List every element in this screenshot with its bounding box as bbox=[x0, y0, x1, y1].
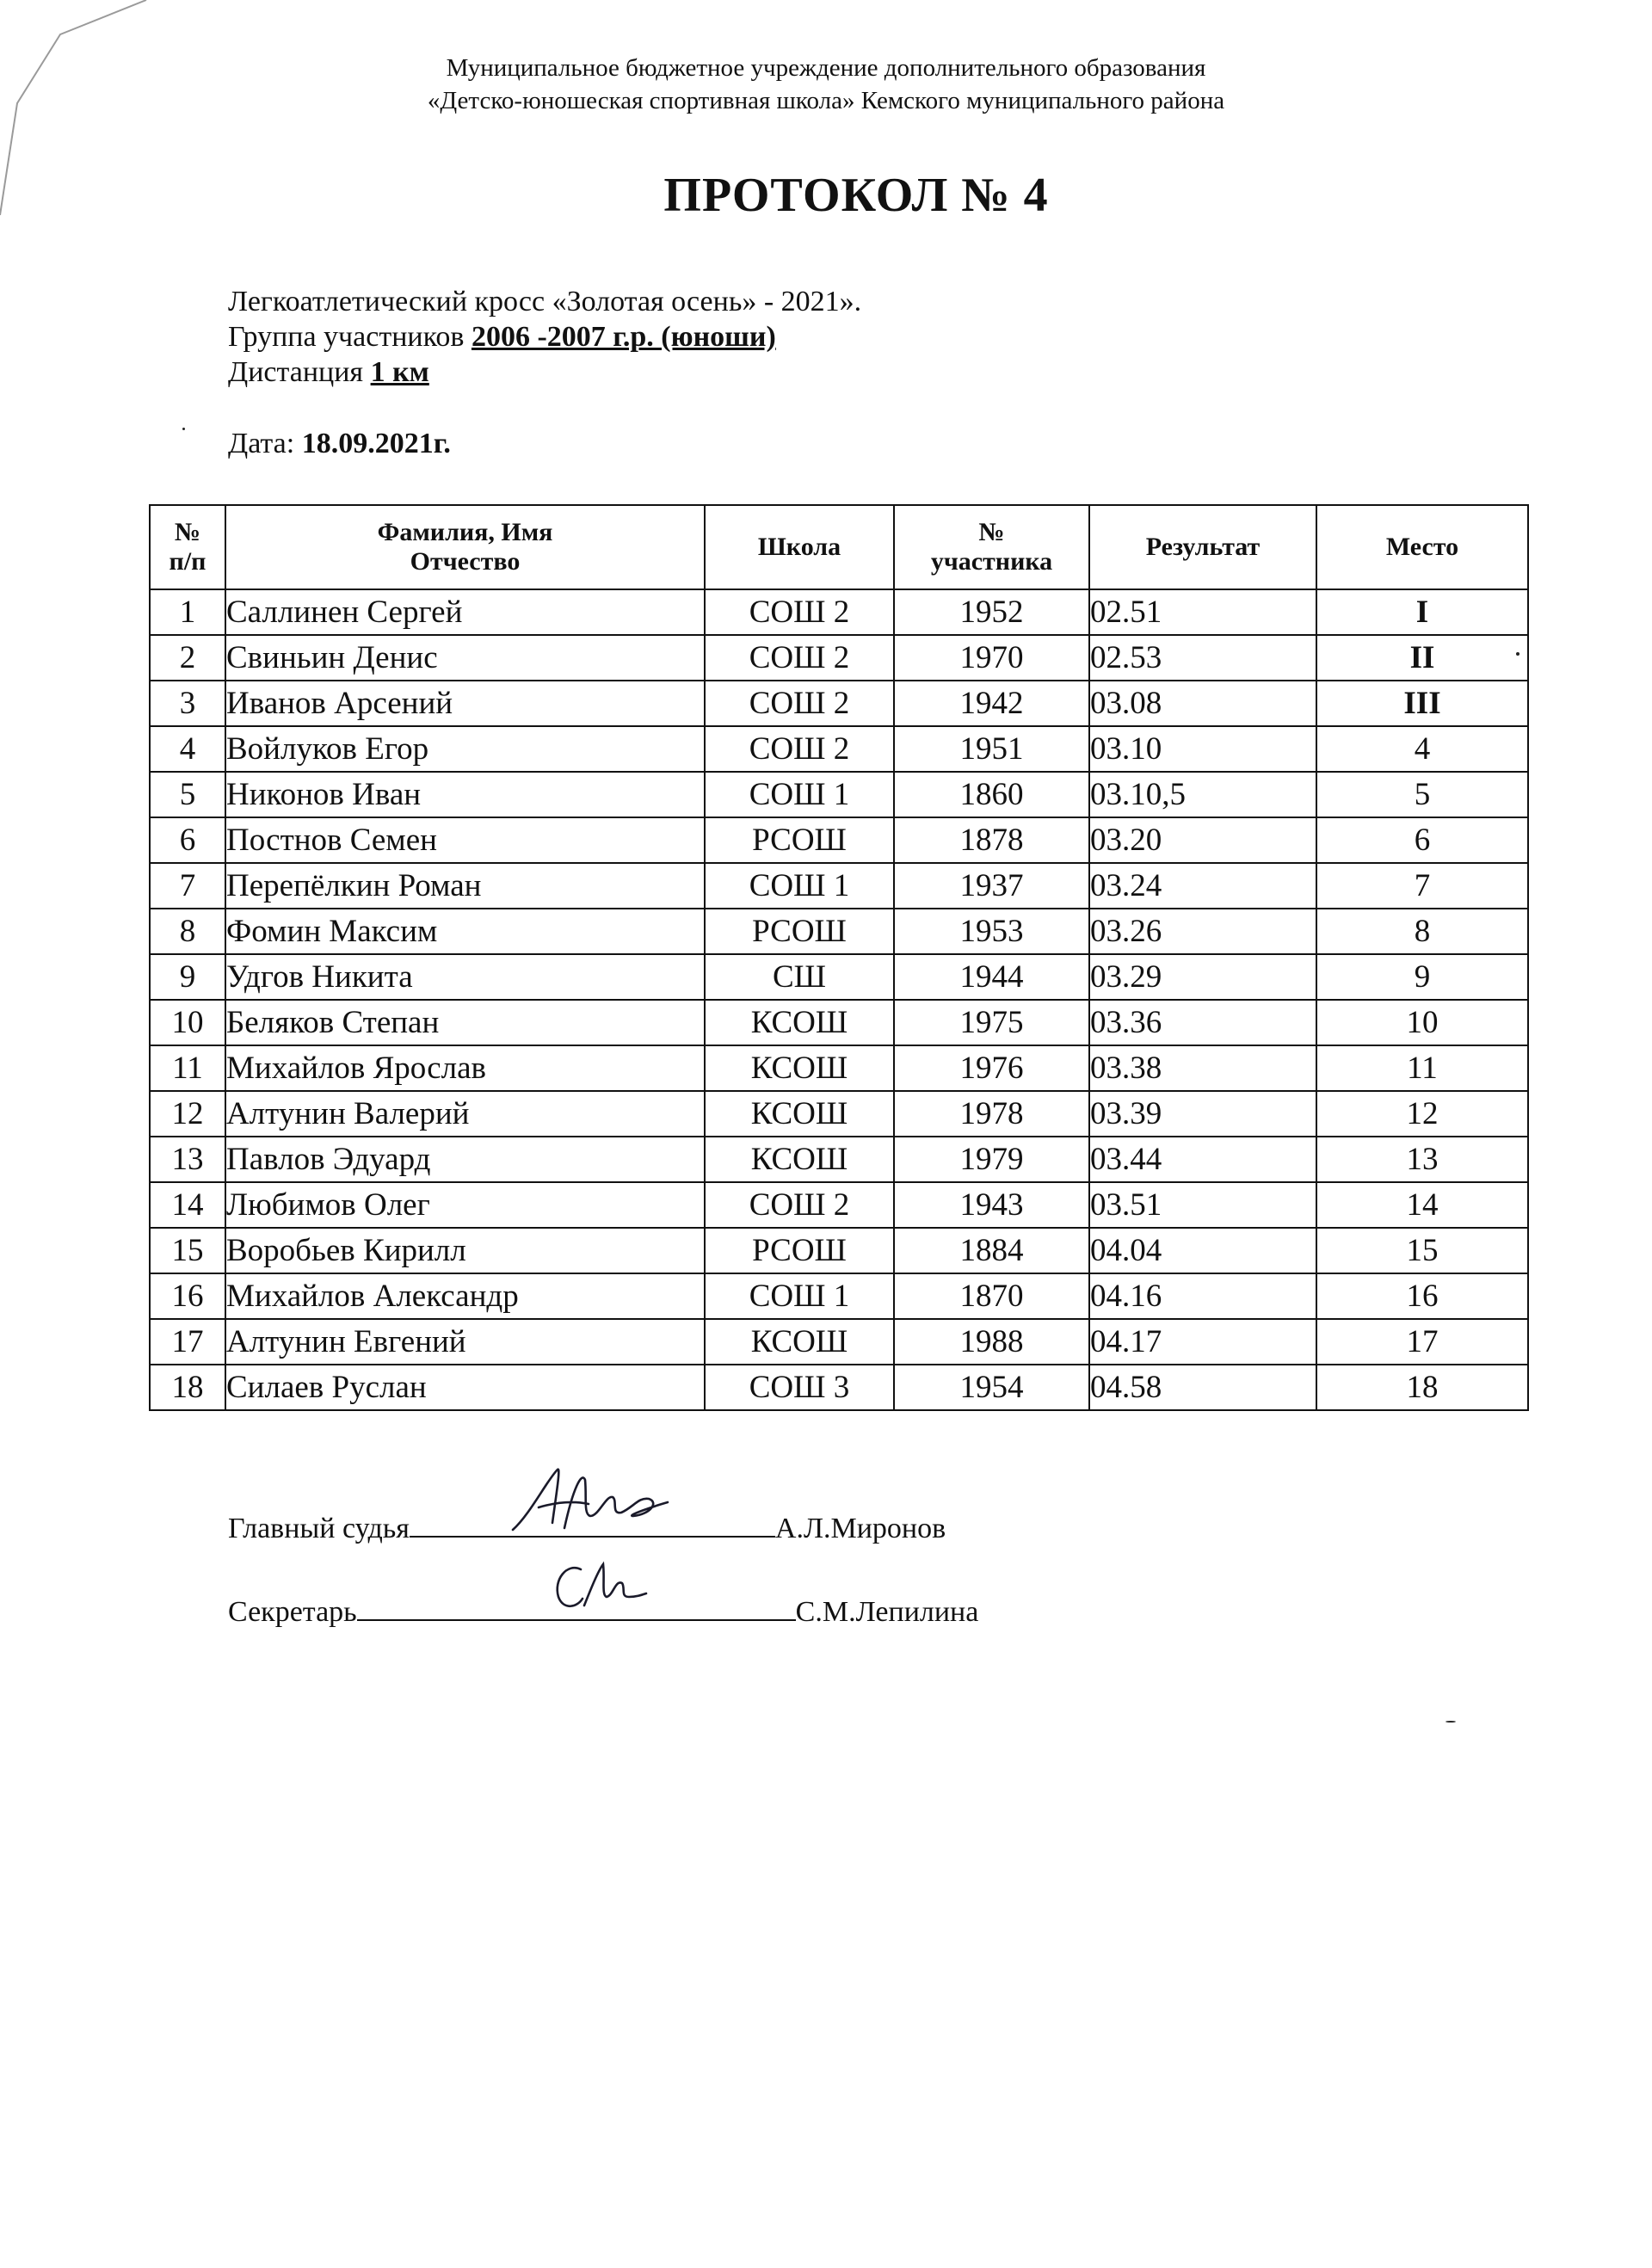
participant-number: 1954 bbox=[894, 1365, 1089, 1410]
table-row bbox=[150, 1319, 1528, 1365]
school: СОШ 2 bbox=[705, 1182, 894, 1228]
place: I bbox=[1316, 589, 1528, 635]
school: СОШ 1 bbox=[705, 1273, 894, 1319]
athlete-name: Павлов Эдуард bbox=[225, 1137, 705, 1182]
row-number: 8 bbox=[150, 909, 225, 954]
row-number: 11 bbox=[150, 1045, 225, 1091]
org-line-2: «Детско-юношеская спортивная школа» Кемского муниципального района bbox=[427, 87, 1225, 114]
results-table bbox=[149, 504, 1529, 1411]
row-number: 7 bbox=[150, 863, 225, 909]
participant-number: 1978 bbox=[894, 1091, 1089, 1137]
school: КСОШ bbox=[705, 1319, 894, 1365]
school: КСОШ bbox=[705, 1137, 894, 1182]
table-row bbox=[150, 1273, 1528, 1319]
place: II bbox=[1316, 635, 1528, 681]
row-number: 4 bbox=[150, 726, 225, 772]
school: СОШ 2 bbox=[705, 681, 894, 726]
place: 14 bbox=[1316, 1182, 1528, 1228]
corner-fold bbox=[0, 0, 172, 224]
group-value: 2006 -2007 г.р. (юноши) bbox=[471, 321, 776, 353]
participant-number: 1884 bbox=[894, 1228, 1089, 1273]
place: 4 bbox=[1316, 726, 1528, 772]
distance-label: Дистанция bbox=[228, 356, 364, 388]
header-number-line1: № bbox=[174, 518, 201, 546]
header-name-line1: Фамилия, Имя bbox=[377, 518, 553, 546]
participant-number: 1860 bbox=[894, 772, 1089, 817]
secretary-label: Секретарь bbox=[228, 1596, 357, 1628]
table-row bbox=[150, 772, 1528, 817]
participant-number: 1870 bbox=[894, 1273, 1089, 1319]
athlete-name: Саллинен Сергей bbox=[225, 589, 705, 635]
result-time: 03.08 bbox=[1089, 681, 1316, 726]
event-info bbox=[228, 284, 861, 390]
table-row bbox=[150, 1182, 1528, 1228]
place: 12 bbox=[1316, 1091, 1528, 1137]
header-name-line2: Отчество bbox=[410, 547, 521, 576]
table-row bbox=[150, 681, 1528, 726]
chief-judge-name: А.Л.Миронов bbox=[774, 1513, 946, 1544]
secretary-name: С.М.Лепилина bbox=[795, 1596, 979, 1628]
row-number: 3 bbox=[150, 681, 225, 726]
result-time: 03.20 bbox=[1089, 817, 1316, 863]
chief-judge-signature bbox=[504, 1463, 676, 1540]
result-time: 03.51 bbox=[1089, 1182, 1316, 1228]
table-row bbox=[150, 1228, 1528, 1273]
scan-speck bbox=[182, 428, 185, 430]
school: КСОШ bbox=[705, 1045, 894, 1091]
secretary-signature bbox=[546, 1554, 650, 1623]
school: КСОШ bbox=[705, 1000, 894, 1045]
header-school: Школа bbox=[705, 505, 894, 589]
result-time: 02.53 bbox=[1089, 635, 1316, 681]
participant-number: 1951 bbox=[894, 726, 1089, 772]
table-row bbox=[150, 954, 1528, 1000]
athlete-name: Любимов Олег bbox=[225, 1182, 705, 1228]
header-number bbox=[150, 505, 225, 589]
table-header-row bbox=[150, 505, 1528, 589]
school: СОШ 2 bbox=[705, 726, 894, 772]
place: 7 bbox=[1316, 863, 1528, 909]
result-time: 03.38 bbox=[1089, 1045, 1316, 1091]
athlete-name: Михайлов Александр bbox=[225, 1273, 705, 1319]
place: 9 bbox=[1316, 954, 1528, 1000]
table-row bbox=[150, 589, 1528, 635]
group-label: Группа участников bbox=[228, 321, 465, 353]
result-time: 04.58 bbox=[1089, 1365, 1316, 1410]
participant-number: 1942 bbox=[894, 681, 1089, 726]
row-number: 2 bbox=[150, 635, 225, 681]
row-number: 6 bbox=[150, 817, 225, 863]
chief-judge-label: Главный судья bbox=[228, 1513, 410, 1544]
result-time: 03.10 bbox=[1089, 726, 1316, 772]
result-time: 03.44 bbox=[1089, 1137, 1316, 1182]
date-value: 18.09.2021г. bbox=[301, 428, 451, 459]
athlete-name: Алтунин Евгений bbox=[225, 1319, 705, 1365]
athlete-name: Никонов Иван bbox=[225, 772, 705, 817]
school: СОШ 1 bbox=[705, 772, 894, 817]
result-time: 04.16 bbox=[1089, 1273, 1316, 1319]
athlete-name: Алтунин Валерий bbox=[225, 1091, 705, 1137]
athlete-name: Свиньин Денис bbox=[225, 635, 705, 681]
participant-number: 1937 bbox=[894, 863, 1089, 909]
participant-number: 1953 bbox=[894, 909, 1089, 954]
table-row bbox=[150, 909, 1528, 954]
place: 6 bbox=[1316, 817, 1528, 863]
date-label: Дата: bbox=[228, 428, 295, 459]
result-time: 03.36 bbox=[1089, 1000, 1316, 1045]
athlete-name: Удгов Никита bbox=[225, 954, 705, 1000]
result-time: 02.51 bbox=[1089, 589, 1316, 635]
participant-number: 1878 bbox=[894, 817, 1089, 863]
table-row bbox=[150, 1365, 1528, 1410]
distance-value: 1 км bbox=[370, 356, 429, 388]
header-participant-number-line1: № bbox=[978, 518, 1005, 546]
header-place: Место bbox=[1316, 505, 1528, 589]
result-time: 03.29 bbox=[1089, 954, 1316, 1000]
participant-number: 1943 bbox=[894, 1182, 1089, 1228]
school: СОШ 2 bbox=[705, 589, 894, 635]
participant-number: 1979 bbox=[894, 1137, 1089, 1182]
header-participant-number bbox=[894, 505, 1089, 589]
place: III bbox=[1316, 681, 1528, 726]
row-number: 18 bbox=[150, 1365, 225, 1410]
header-name bbox=[225, 505, 705, 589]
place: 17 bbox=[1316, 1319, 1528, 1365]
table-row bbox=[150, 863, 1528, 909]
athlete-name: Беляков Степан bbox=[225, 1000, 705, 1045]
result-time: 04.04 bbox=[1089, 1228, 1316, 1273]
school: РСОШ bbox=[705, 909, 894, 954]
date-line bbox=[228, 428, 451, 460]
result-time: 03.10,5 bbox=[1089, 772, 1316, 817]
school: СШ bbox=[705, 954, 894, 1000]
athlete-name: Войлуков Егор bbox=[225, 726, 705, 772]
participant-number: 1975 bbox=[894, 1000, 1089, 1045]
participant-number: 1970 bbox=[894, 635, 1089, 681]
participant-number: 1988 bbox=[894, 1319, 1089, 1365]
athlete-name: Михайлов Ярослав bbox=[225, 1045, 705, 1091]
scan-speck bbox=[1516, 652, 1519, 656]
place: 5 bbox=[1316, 772, 1528, 817]
group-line bbox=[228, 319, 861, 354]
table-row bbox=[150, 726, 1528, 772]
participant-number: 1944 bbox=[894, 954, 1089, 1000]
event-name: Легкоатлетический кросс «Золотая осень» - 2021». bbox=[228, 286, 862, 317]
chief-judge-signature-field bbox=[410, 1510, 775, 1538]
place: 18 bbox=[1316, 1365, 1528, 1410]
scan-speck bbox=[1446, 1721, 1456, 1723]
school: КСОШ bbox=[705, 1091, 894, 1137]
table-row bbox=[150, 1045, 1528, 1091]
row-number: 16 bbox=[150, 1273, 225, 1319]
row-number: 15 bbox=[150, 1228, 225, 1273]
header-number-line2: п/п bbox=[169, 547, 206, 576]
result-time: 03.26 bbox=[1089, 909, 1316, 954]
secretary-signature-field bbox=[357, 1593, 796, 1621]
protocol-title: ПРОТОКОЛ № 4 bbox=[663, 169, 1049, 222]
secretary-signature-line bbox=[228, 1593, 978, 1629]
row-number: 12 bbox=[150, 1091, 225, 1137]
org-line-1: Муниципальное бюджетное учреждение дополнительного образования bbox=[446, 54, 1206, 82]
table-row bbox=[150, 1000, 1528, 1045]
row-number: 17 bbox=[150, 1319, 225, 1365]
header-participant-number-line2: участника bbox=[930, 547, 1053, 576]
school: СОШ 2 bbox=[705, 635, 894, 681]
participant-number: 1952 bbox=[894, 589, 1089, 635]
result-time: 03.24 bbox=[1089, 863, 1316, 909]
school: РСОШ bbox=[705, 817, 894, 863]
school: СОШ 1 bbox=[705, 863, 894, 909]
participant-number: 1976 bbox=[894, 1045, 1089, 1091]
row-number: 10 bbox=[150, 1000, 225, 1045]
table-row bbox=[150, 1091, 1528, 1137]
place: 15 bbox=[1316, 1228, 1528, 1273]
athlete-name: Постнов Семен bbox=[225, 817, 705, 863]
athlete-name: Воробьев Кирилл bbox=[225, 1228, 705, 1273]
row-number: 5 bbox=[150, 772, 225, 817]
result-time: 04.17 bbox=[1089, 1319, 1316, 1365]
school: СОШ 3 bbox=[705, 1365, 894, 1410]
row-number: 13 bbox=[150, 1137, 225, 1182]
header-result: Результат bbox=[1089, 505, 1316, 589]
table-row bbox=[150, 635, 1528, 681]
athlete-name: Силаев Руслан bbox=[225, 1365, 705, 1410]
place: 16 bbox=[1316, 1273, 1528, 1319]
distance-line bbox=[228, 354, 861, 390]
place: 13 bbox=[1316, 1137, 1528, 1182]
result-time: 03.39 bbox=[1089, 1091, 1316, 1137]
row-number: 1 bbox=[150, 589, 225, 635]
athlete-name: Перепёлкин Роман bbox=[225, 863, 705, 909]
athlete-name: Фомин Максим bbox=[225, 909, 705, 954]
place: 8 bbox=[1316, 909, 1528, 954]
table-row bbox=[150, 817, 1528, 863]
organization-header bbox=[0, 52, 1652, 117]
place: 10 bbox=[1316, 1000, 1528, 1045]
row-number: 9 bbox=[150, 954, 225, 1000]
chief-judge-signature-line bbox=[228, 1510, 946, 1545]
place: 11 bbox=[1316, 1045, 1528, 1091]
school: РСОШ bbox=[705, 1228, 894, 1273]
row-number: 14 bbox=[150, 1182, 225, 1228]
table-row bbox=[150, 1137, 1528, 1182]
athlete-name: Иванов Арсений bbox=[225, 681, 705, 726]
